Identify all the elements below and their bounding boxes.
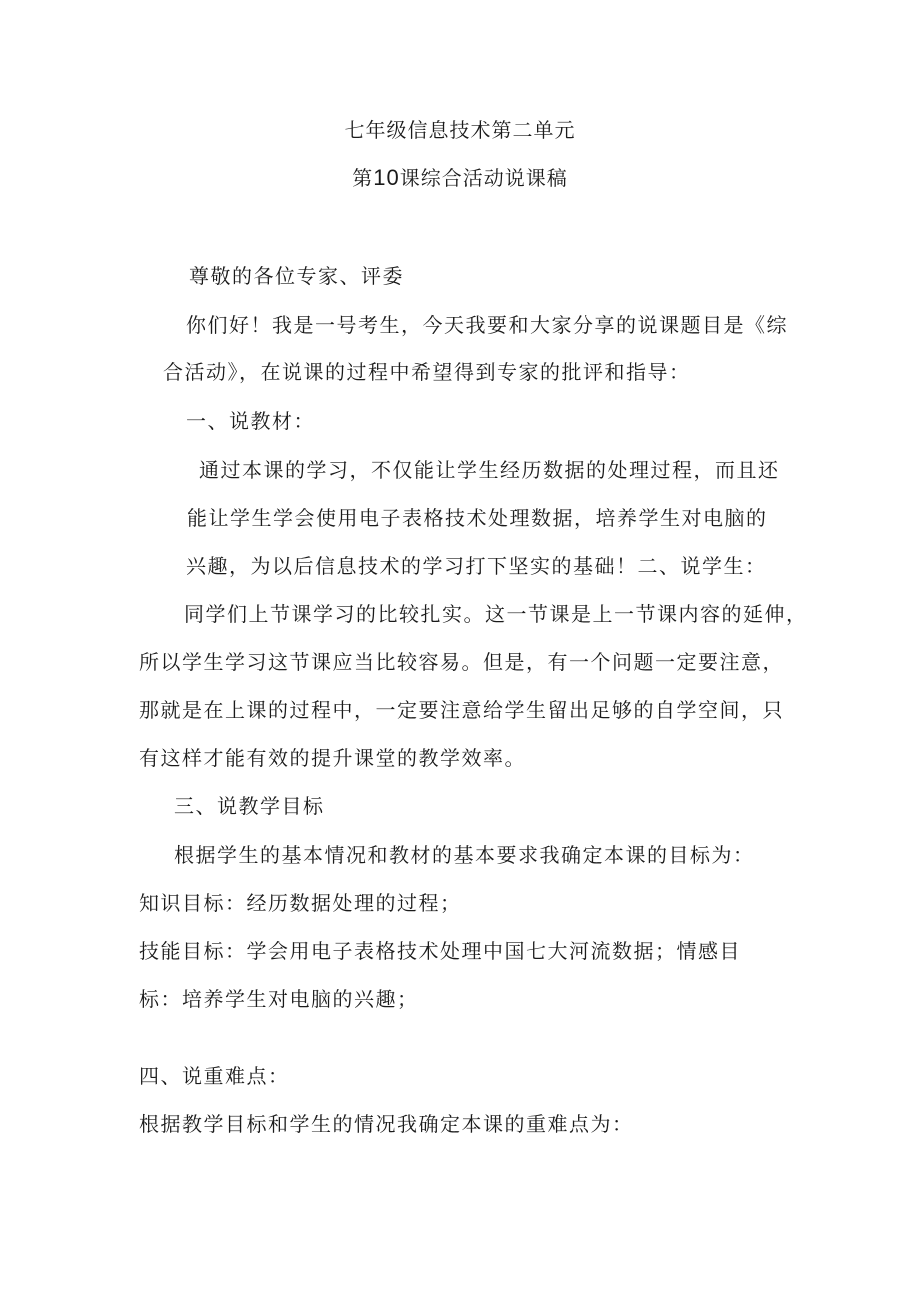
paragraph-line: 所以学生学习这节课应当比较容易。但是，有一个问题一定要注意， <box>139 650 784 674</box>
lesson-number: 10 <box>373 165 400 190</box>
emotion-objective: 标：培养学生对电脑的兴趣； <box>139 987 419 1011</box>
paragraph-line: 合活动》，在说课的过程中希望得到专家的批评和指导： <box>163 360 691 384</box>
subtitle-prefix: 第 <box>352 166 374 190</box>
document-title: 七年级信息技术第二单元 <box>344 118 576 142</box>
salutation: 尊敬的各位专家、评委 <box>189 264 404 288</box>
paragraph-line: 根据学生的基本情况和教材的基本要求我确定本课的目标为： <box>174 843 755 867</box>
paragraph-line: 根据教学目标和学生的情况我确定本课的重难点为： <box>139 1112 634 1136</box>
section-heading-objectives: 三、说教学目标 <box>174 794 325 818</box>
paragraph-line: 兴趣，为以后信息技术的学习打下坚实的基础！二、说学生： <box>186 554 767 578</box>
subtitle-suffix: 课综合活动说课稿 <box>399 166 568 190</box>
skill-objective: 技能目标：学会用电子表格技术处理中国七大河流数据；情感目 <box>139 939 741 963</box>
paragraph-line: 通过本课的学习，不仅能让学生经历数据的处理过程，而且还 <box>199 458 780 482</box>
document-subtitle <box>0 164 920 192</box>
section-heading-textbook: 一、说教材： <box>186 409 315 433</box>
paragraph-line: 能让学生学会使用电子表格技术处理数据，培养学生对电脑的 <box>187 506 768 530</box>
paragraph-line: 那就是在上课的过程中，一定要注意给学生留出足够的自学空间，只 <box>139 698 784 722</box>
knowledge-objective: 知识目标：经历数据处理的过程； <box>139 891 462 915</box>
paragraph-line: 有这样才能有效的提升课堂的教学效率。 <box>139 746 526 770</box>
paragraph-line: 你们好！我是一号考生，今天我要和大家分享的说课题目是《综 <box>186 313 788 337</box>
section-heading-key-points: 四、说重难点： <box>139 1064 290 1088</box>
paragraph-line: 同学们上节课学习的比较扎实。这一节课是上一节课内容的延伸， <box>184 602 808 626</box>
